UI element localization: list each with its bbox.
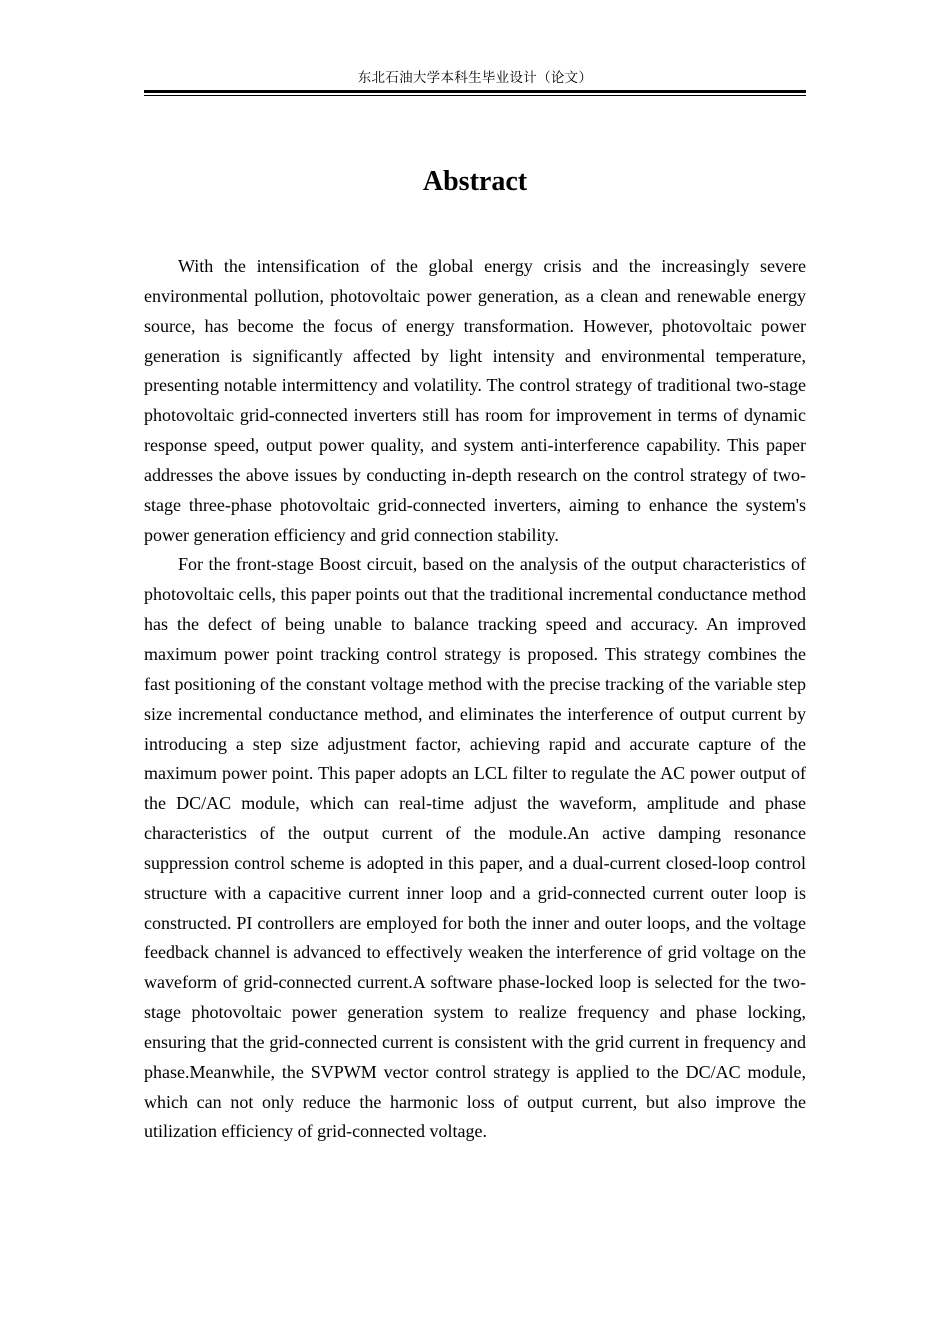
page-title: Abstract — [422, 166, 528, 197]
abstract-body — [144, 252, 806, 1147]
header-rule-thick — [144, 90, 806, 93]
header-rule-thin — [144, 95, 806, 96]
abstract-paragraph: With the intensification of the global energy crisis and the increasingly severe environmental pollution, photovoltaic power generation, as a clean and renewable energy source, has become the focus of energy transformation. However, photovoltaic power generation is significantly affected by light intensity and environmental temperature, presenting notable intermittency and volatility. The control strategy of traditional two-stage photovoltaic grid-connected inverters still has room for improvement in terms of dynamic response speed, output power quality, and system anti-interference capability. This paper addresses the above issues by conducting in-depth research on the control strategy of two-stage three-phase photovoltaic grid-connected inverters, aiming to enhance the system's power generation efficiency and grid connection stability. — [144, 256, 806, 545]
page-header: 东北石油大学本科生毕业设计（论文） — [357, 70, 593, 86]
abstract-paragraph: For the front-stage Boost circuit, based on the analysis of the output characteristics of photovoltaic cells, this paper points out that the traditional incremental conductance method has the defect of being unable to balance tracking speed and accuracy. An improved maximum power point tracking control strategy is proposed. This strategy combines the fast positioning of the constant voltage method with the precise tracking of the variable step size incremental conductance method, and eliminates the interference of output current by introducing a step size adjustment factor, achieving rapid and accurate capture of the maximum power point. This paper adopts an LCL filter to regulate the AC power output of the DC/AC module, which can real-time adjust the waveform, amplitude and phase characteristics of the output current of the module.An active damping resonance suppression control scheme is adopted in this paper, and a dual-current closed-loop control structure with a capacitive current inner loop and a grid-connected current outer loop is constructed. PI controllers are employed for both the inner and outer loops, and the voltage feedback channel is advanced to effectively weaken the interference of grid voltage on the waveform of grid-connected current.A software phase-locked loop is selected for the two-stage photovoltaic power generation system to realize frequency and phase locking, ensuring that the grid-connected current is consistent with the grid current in frequency and phase.Meanwhile, the SVPWM vector control strategy is applied to the DC/AC module, which can not only reduce the harmonic loss of output current, but also improve the utilization efficiency of grid-connected voltage. — [144, 554, 806, 1142]
